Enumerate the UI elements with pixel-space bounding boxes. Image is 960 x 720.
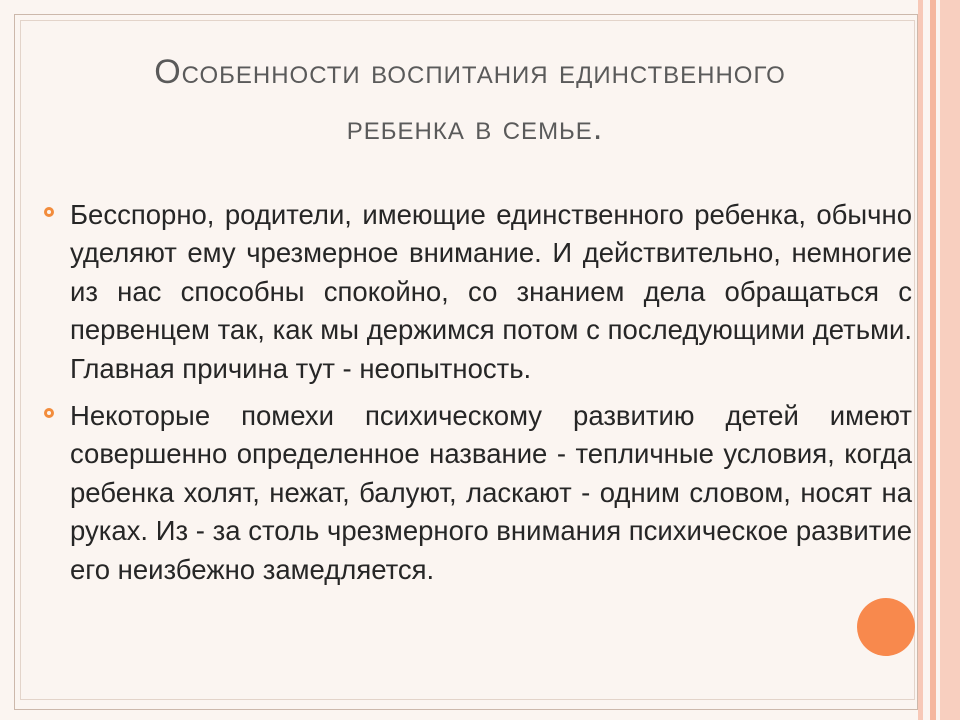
bullet-ring-icon [44, 207, 54, 217]
slide-title-line-2: ребенка в семье. [346, 109, 604, 147]
slide-title [40, 44, 900, 156]
bullet-item [42, 397, 912, 589]
decorative-circle [857, 598, 915, 656]
bullet-ring-icon [44, 408, 54, 418]
decorative-stripe [923, 0, 930, 720]
bullet-text: Некоторые помехи психическому развитию детей имеют совершенно определенное название - тепличные условия, когда ребенка холят, нежат, балуют, ласкают - одним словом, носят на руках. Из - за столь чрезмерного внимания психическое развитие его неизбежно замедляется. [70, 400, 912, 585]
slide-title-line-1: Особенности воспитания единственного [154, 53, 786, 91]
bullet-list [42, 196, 912, 598]
decorative-stripe [940, 0, 960, 720]
bullet-text: Бесспорно, родители, имеющие единственного ребенка, обычно уделяют ему чрезмерное внимание. И действительно, немногие из нас способны спокойно, со знанием дела обращаться с первенцем так, как мы держимся потом с последующими детьми. Главная причина тут - неопытность. [70, 199, 912, 384]
bullet-item [42, 196, 912, 388]
